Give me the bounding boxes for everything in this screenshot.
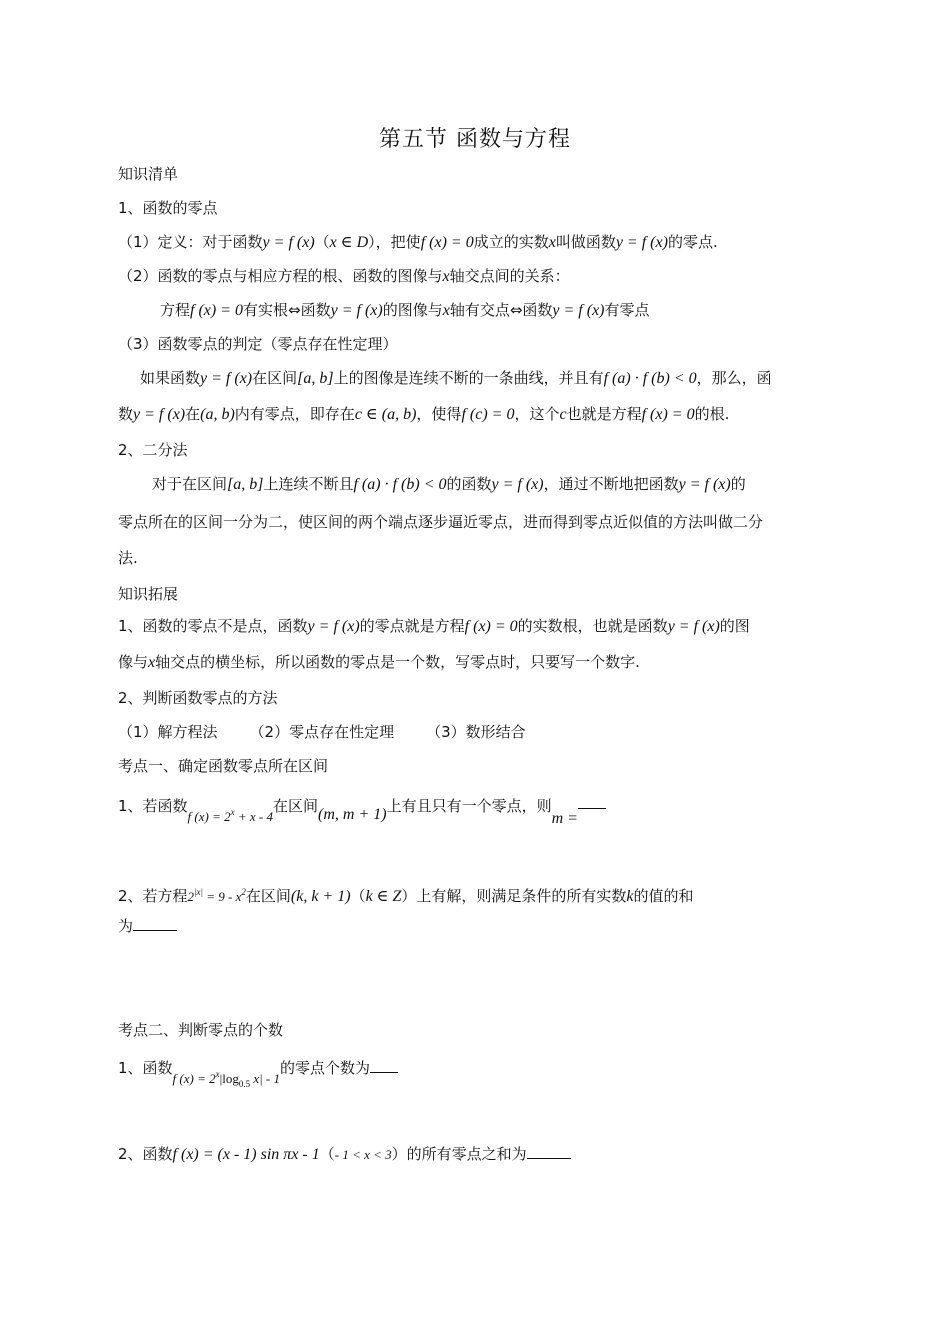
k2-question-1: 1、函数f $(x) = 2^x|\log_{0.5}$ x| - 1的零点个数为 [118,1054,398,1084]
answer-blank[interactable] [370,1058,398,1073]
s2-heading: 2、二分法 [118,441,188,459]
s1-theorem-heading: （3）函数零点的判定（零点存在性定理） [118,335,398,353]
k2-heading: 考点二、判断零点的个数 [118,1021,284,1039]
s1-heading: 1、函数的零点 [118,199,218,217]
s1-definition: （1）定义：对于函数y = f (x)（x ∈ D），把使f (x) = 0成立的实数x叫做函数y = f (x)的零点. [118,233,718,251]
ext2-heading: 2、判断函数零点的方法 [118,689,278,707]
ext1-line1: 1、函数的零点不是点，函数y = f (x)的零点就是方程f (x) = 0的实数根，也就是函数y = f (x)的图 [118,617,750,635]
s1-relation: （2）函数的零点与相应方程的根、函数的图像与x轴交点间的关系： [118,267,570,285]
s1-theorem-line2: 数y = f (x)在(a, b)内有零点，即存在c ∈ (a, b)，使得f (c) = 0，这个c也就是方程f (x) = 0的根. [118,405,730,423]
k1-question-1: 1、若函数f $(x) = 2^x + x - 4$在区间(m, m + 1)上有且只有一个零点，则m = [118,792,606,817]
answer-blank[interactable] [527,1144,571,1159]
s2-line3: 法. [118,549,138,567]
s2-line1: 对于在区间[a, b]上连续不断且f (a) · f (b) < 0的函数y = f (x)，通过不断地把函数y = f (x)的 [152,475,746,493]
s1-theorem-line1: 如果函数y = f (x)在区间[a, b]上的图像是连续不断的一条曲线，并且有f (a) · f (b) < 0，那么，函 [140,369,772,387]
s2-line2: 零点所在的区间一分为二，使区间的两个端点逐步逼近零点，进而得到零点近似值的方法叫做二分 [118,513,764,531]
k1-question-2-cont: 为 [118,916,177,936]
k1-question-2: 2、若方程$2^{|x|} = 9 - x^2$在区间(k, k + 1)（k ∈ Z）上有解，则满足条件的所有实数k的值的和 [118,887,694,905]
method-2: （2）零点存在性定理 [249,723,395,741]
page-title: 第五节 函数与方程 [379,127,571,152]
section-heading-extension: 知识拓展 [118,585,179,603]
s1-equivalence: 方程f (x) = 0有实根⇔函数y = f (x)的图像与x轴有交点⇔函数y = f (x)有零点 [160,301,650,319]
k2-question-2: 2、函数f (x) = (x - 1) sin πx - 1（- 1 < x < 3）的所有零点之和为 [118,1144,571,1165]
ext2-methods [118,722,526,742]
method-1: （1）解方程法 [118,723,218,741]
k1-heading: 考点一、确定函数零点所在区间 [118,757,329,775]
ext1-line2: 像与x轴交点的横坐标，所以函数的零点是一个数，写零点时，只要写一个数字. [118,653,640,671]
method-3: （3）数形结合 [426,723,526,741]
section-heading-knowledge: 知识清单 [118,165,179,183]
answer-blank[interactable] [133,916,177,931]
answer-blank[interactable] [578,794,606,809]
